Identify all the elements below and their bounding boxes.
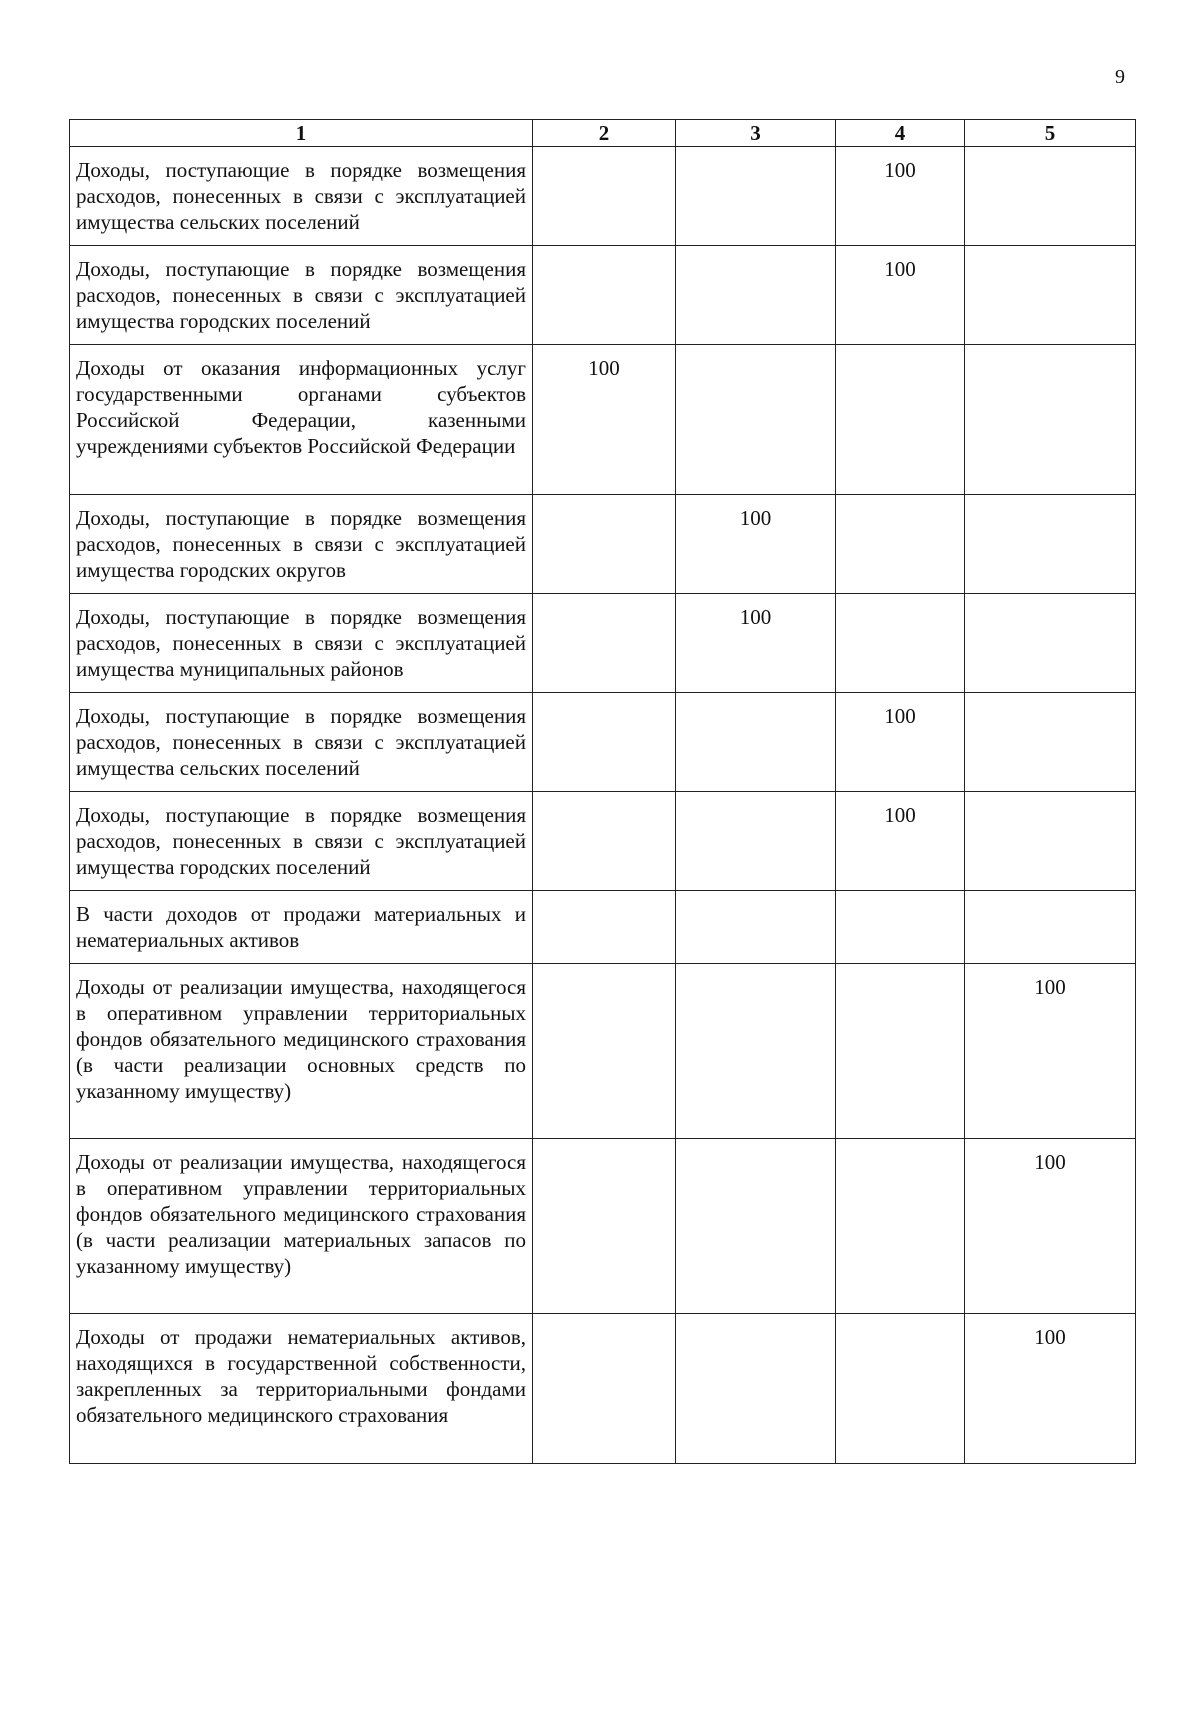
value-cell-3: 100 xyxy=(676,495,836,594)
table-row xyxy=(70,1139,1136,1314)
value-cell-2 xyxy=(533,964,676,1139)
table-row xyxy=(70,792,1136,891)
value-cell-3 xyxy=(676,792,836,891)
revenue-description: В части доходов от продажи материальных и нематериальных активов xyxy=(70,891,533,964)
value-cell-5 xyxy=(965,693,1136,792)
value-cell-3 xyxy=(676,1139,836,1314)
revenue-description: Доходы от реализации имущества, находящегося в оперативном управлении территориальных фондов обязательного медицинского страхования (в части реализации основных средств по указанному имуществу) xyxy=(70,964,533,1139)
revenue-description: Доходы от оказания информационных услуг государственными органами субъектов Российской Федерации, казенными учреждениями субъектов Российской Федерации xyxy=(70,345,533,495)
value-cell-5 xyxy=(965,147,1136,246)
revenue-description: Доходы, поступающие в порядке возмещения расходов, понесенных в связи с эксплуатацией имущества городских поселений xyxy=(70,246,533,345)
table-row xyxy=(70,345,1136,495)
value-cell-2 xyxy=(533,792,676,891)
value-cell-5 xyxy=(965,345,1136,495)
value-cell-5 xyxy=(965,792,1136,891)
value-cell-2: 100 xyxy=(533,345,676,495)
value-cell-4: 100 xyxy=(836,246,965,345)
value-cell-4 xyxy=(836,495,965,594)
value-cell-5: 100 xyxy=(965,964,1136,1139)
value-cell-2 xyxy=(533,1139,676,1314)
value-cell-4 xyxy=(836,1139,965,1314)
value-cell-3 xyxy=(676,964,836,1139)
column-header-4: 4 xyxy=(836,120,965,147)
page-number: 9 xyxy=(1115,66,1125,88)
revenue-description: Доходы от продажи нематериальных активов, находящихся в государственной собственности, закрепленных за территориальными фондами обязательного медицинского страхования xyxy=(70,1314,533,1464)
value-cell-4 xyxy=(836,964,965,1139)
value-cell-3 xyxy=(676,1314,836,1464)
value-cell-3: 100 xyxy=(676,594,836,693)
value-cell-3 xyxy=(676,891,836,964)
value-cell-3 xyxy=(676,693,836,792)
revenue-description: Доходы, поступающие в порядке возмещения расходов, понесенных в связи с эксплуатацией имущества муниципальных районов xyxy=(70,594,533,693)
value-cell-2 xyxy=(533,246,676,345)
table-row xyxy=(70,1314,1136,1464)
revenue-description: Доходы, поступающие в порядке возмещения расходов, понесенных в связи с эксплуатацией имущества сельских поселений xyxy=(70,693,533,792)
value-cell-5 xyxy=(965,594,1136,693)
value-cell-3 xyxy=(676,246,836,345)
table-row xyxy=(70,147,1136,246)
value-cell-2 xyxy=(533,693,676,792)
value-cell-5 xyxy=(965,891,1136,964)
value-cell-5: 100 xyxy=(965,1139,1136,1314)
table-row xyxy=(70,495,1136,594)
value-cell-2 xyxy=(533,147,676,246)
value-cell-5: 100 xyxy=(965,1314,1136,1464)
value-cell-4 xyxy=(836,345,965,495)
value-cell-5 xyxy=(965,246,1136,345)
revenue-distribution-table xyxy=(69,119,1136,1464)
column-header-5: 5 xyxy=(965,120,1136,147)
header-row xyxy=(70,120,1136,147)
value-cell-2 xyxy=(533,891,676,964)
table-row xyxy=(70,693,1136,792)
value-cell-2 xyxy=(533,495,676,594)
value-cell-2 xyxy=(533,594,676,693)
revenue-description: Доходы, поступающие в порядке возмещения расходов, понесенных в связи с эксплуатацией имущества городских поселений xyxy=(70,792,533,891)
value-cell-3 xyxy=(676,147,836,246)
table-row xyxy=(70,246,1136,345)
column-header-1: 1 xyxy=(70,120,533,147)
revenue-description: Доходы, поступающие в порядке возмещения расходов, понесенных в связи с эксплуатацией имущества городских округов xyxy=(70,495,533,594)
value-cell-4 xyxy=(836,594,965,693)
value-cell-5 xyxy=(965,495,1136,594)
value-cell-4: 100 xyxy=(836,147,965,246)
value-cell-3 xyxy=(676,345,836,495)
value-cell-4 xyxy=(836,1314,965,1464)
revenue-description: Доходы от реализации имущества, находящегося в оперативном управлении территориальных фондов обязательного медицинского страхования (в части реализации материальных запасов по указанному имуществу) xyxy=(70,1139,533,1314)
revenue-description: Доходы, поступающие в порядке возмещения расходов, понесенных в связи с эксплуатацией имущества сельских поселений xyxy=(70,147,533,246)
value-cell-4: 100 xyxy=(836,792,965,891)
value-cell-4 xyxy=(836,891,965,964)
table-row xyxy=(70,594,1136,693)
table-row xyxy=(70,964,1136,1139)
column-header-2: 2 xyxy=(533,120,676,147)
value-cell-4: 100 xyxy=(836,693,965,792)
value-cell-2 xyxy=(533,1314,676,1464)
column-header-3: 3 xyxy=(676,120,836,147)
table-row xyxy=(70,891,1136,964)
